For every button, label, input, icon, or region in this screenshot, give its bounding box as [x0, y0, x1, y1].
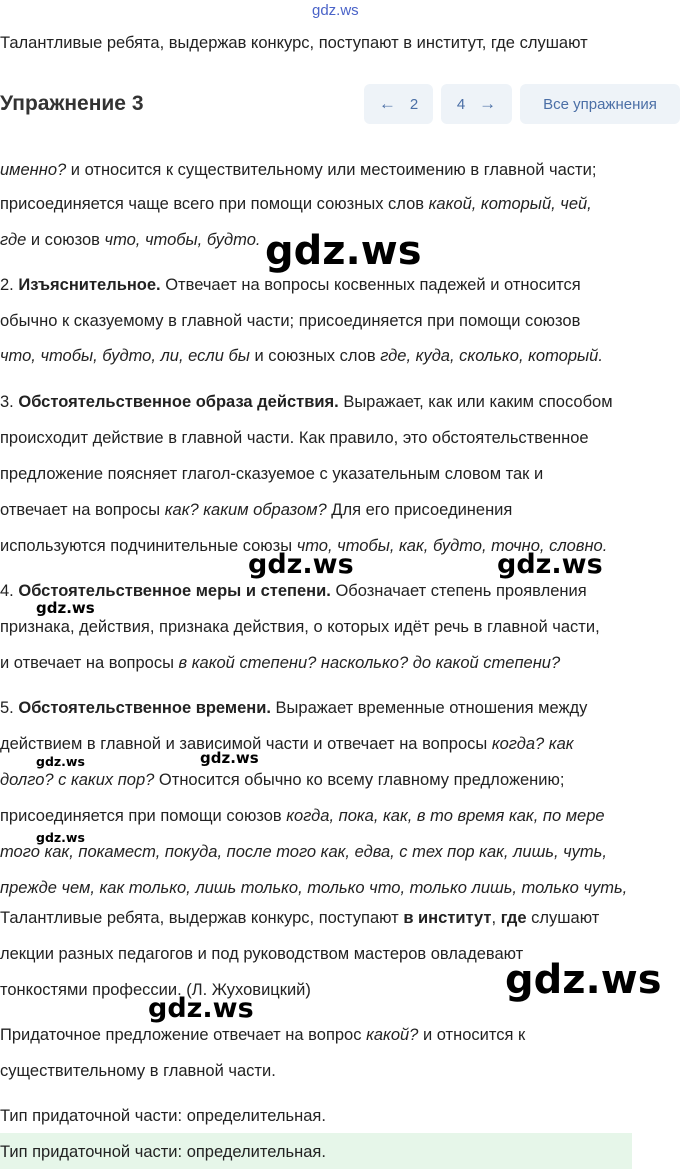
answer-type-highlighted: Тип придаточной части: определительная. — [0, 1143, 326, 1161]
arrow-right-icon: → — [479, 94, 497, 113]
next-exercise-button[interactable] — [441, 84, 512, 124]
answer-line: существительному в главной части. — [0, 1062, 276, 1080]
text-line: присоединяется при помощи союзов когда, пока, как, в то время как, по мере — [0, 807, 605, 825]
section-5-heading: 5. Обстоятельственное времени. Выражает временные отношения между — [0, 699, 588, 717]
prev-exercise-button[interactable] — [364, 84, 433, 124]
watermark: gdz.ws — [148, 993, 254, 1024]
answer-type-line: Тип придаточной части: определительная. — [0, 1107, 326, 1125]
watermark: gdz.ws — [200, 749, 259, 767]
watermark: gdz.ws — [497, 549, 603, 580]
text-line: используются подчинительные союзы что, чтобы, как, будто, точно, словно. — [0, 537, 608, 555]
text-line: того как, покамест, покуда, после того как, едва, с тех пор как, лишь, чуть, — [0, 843, 607, 861]
text-line: присоединяется чаще всего при помощи союзных слов какой, который, чей, — [0, 195, 592, 213]
answer-line: тонкостями профессии. (Л. Жуховицкий) — [0, 981, 311, 999]
all-exercises-button[interactable] — [520, 84, 680, 124]
watermark: gdz.ws — [36, 754, 85, 769]
text-line: обычно к сказуемому в главной части; присоединяется при помощи союзов — [0, 312, 581, 330]
text-line: долго? с каких пор? Относится обычно ко всему главному предложению; — [0, 771, 565, 789]
section-2-heading: 2. Изъяснительное. Отвечает на вопросы косвенных падежей и относится — [0, 276, 581, 294]
answer-line: лекции разных педагогов и под руководством мастеров овладевают — [0, 945, 524, 963]
watermark: gdz.ws — [265, 228, 422, 274]
intro-line: Талантливые ребята, выдержав конкурс, поступают в институт, где слушают — [0, 34, 588, 52]
section-4-heading: 4. Обстоятельственное меры и степени. Обозначает степень проявления — [0, 582, 587, 600]
arrow-left-icon: ← — [378, 94, 396, 113]
text-line: предложение поясняет глагол-сказуемое с указательным словом так и — [0, 465, 544, 483]
section-3-heading: 3. Обстоятельственное образа действия. Выражает, как или каким способом — [0, 393, 613, 411]
text-line: признака, действия, признака действия, о которых идёт речь в главной части, — [0, 618, 600, 636]
next-exercise-label: 4 — [456, 95, 466, 113]
text-line: прежде чем, как только, лишь только, только что, только лишь, только чуть, — [0, 879, 628, 897]
watermark: gdz.ws — [248, 549, 354, 580]
watermark: gdz.ws — [36, 599, 95, 617]
text-line: именно? и относится к существительному или местоимению в главной части; — [0, 161, 597, 179]
text-line: отвечает на вопросы как? каким образом? Для его присоединения — [0, 501, 513, 519]
top-watermark: gdz.ws — [312, 2, 359, 19]
watermark: gdz.ws — [505, 957, 662, 1003]
answer-line: Талантливые ребята, выдержав конкурс, поступают в институт, где слушают — [0, 909, 600, 927]
answer-line: Придаточное предложение отвечает на вопрос какой? и относится к — [0, 1026, 526, 1044]
text-line: и отвечает на вопросы в какой степени? насколько? до какой степени? — [0, 654, 561, 672]
text-line: происходит действие в главной части. Как правило, это обстоятельственное — [0, 429, 589, 447]
all-exercises-label: Все упражнения — [543, 95, 657, 113]
watermark: gdz.ws — [36, 830, 85, 845]
page-title: Упражнение 3 — [0, 92, 144, 115]
text-line: действием в главной и зависимой части и отвечает на вопросы когда? как — [0, 735, 574, 753]
prev-exercise-label: 2 — [409, 95, 419, 113]
text-line: что, чтобы, будто, ли, если бы и союзных слов где, куда, сколько, который. — [0, 347, 603, 365]
text-line: где и союзов что, чтобы, будто. — [0, 231, 261, 249]
